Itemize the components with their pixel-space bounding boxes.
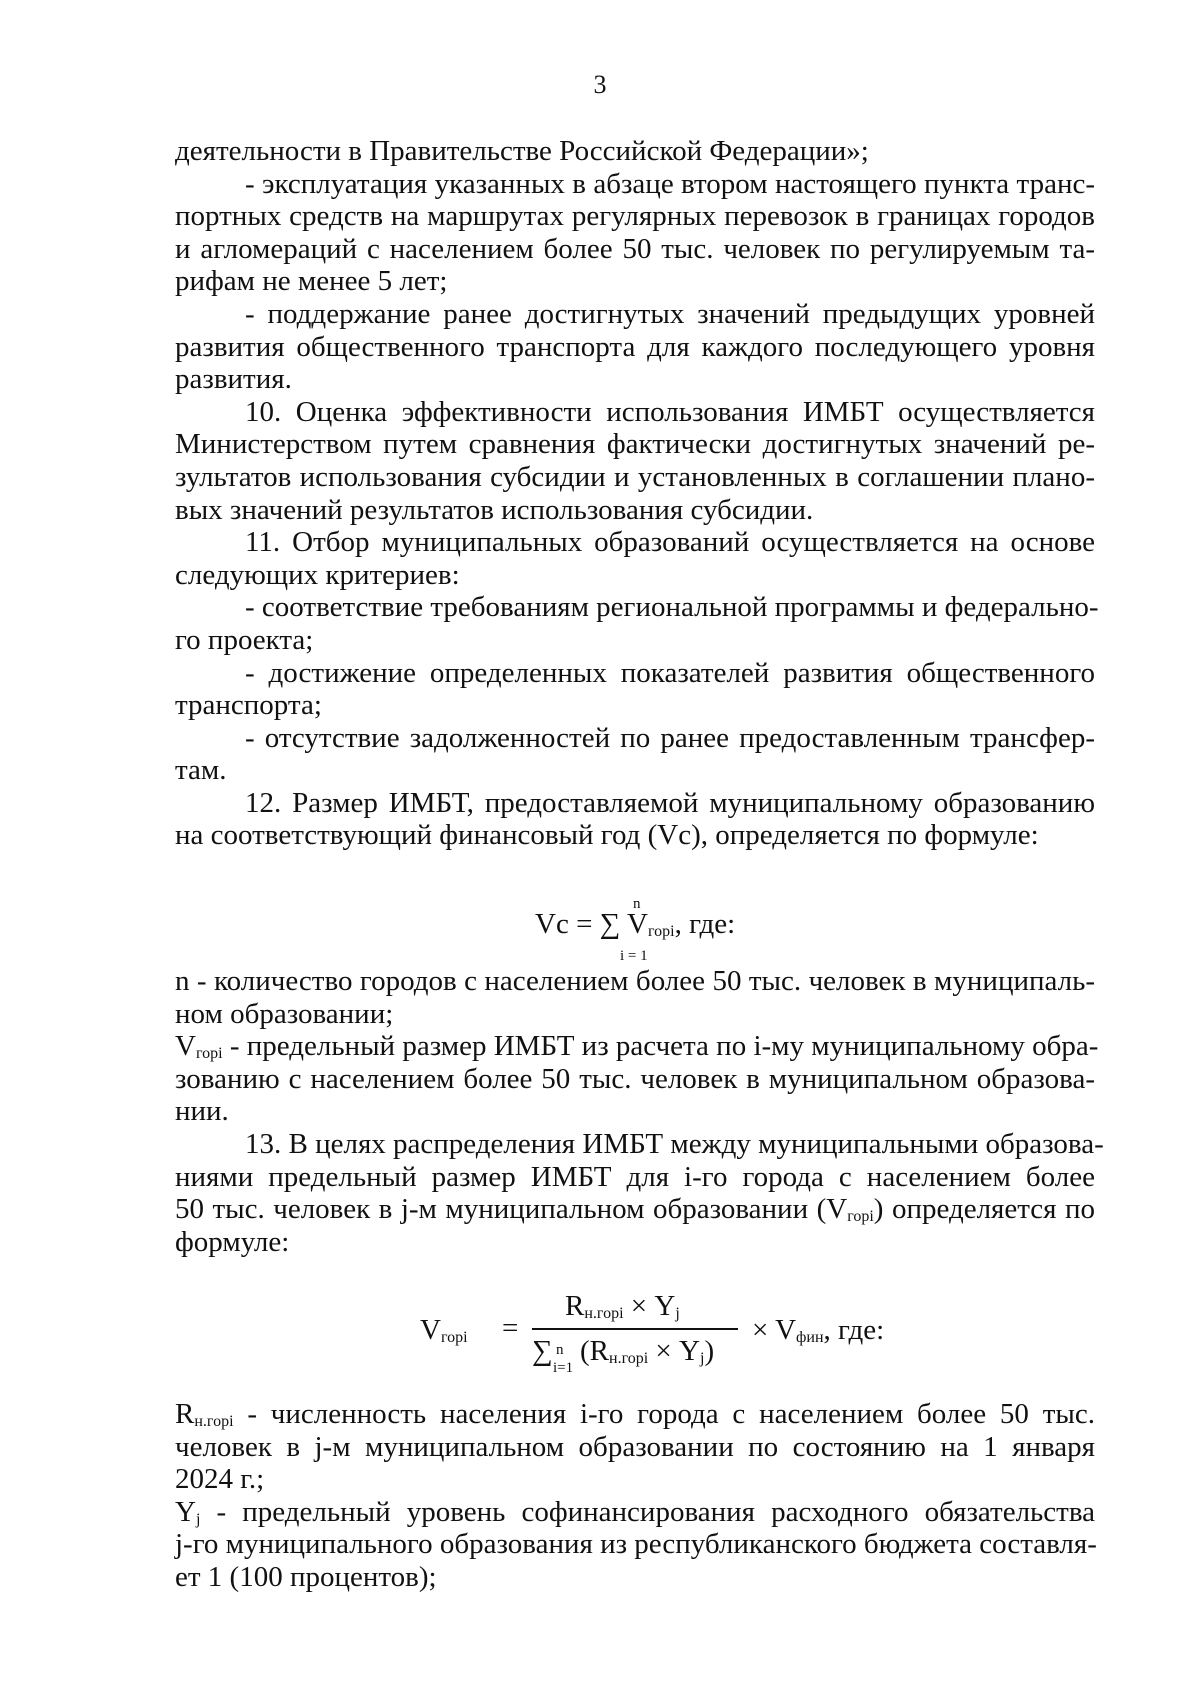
text-line: зованию с населением более 50 тыс. человек в муниципальном образова-	[175, 1062, 1095, 1095]
text-line: 11. Отбор муниципальных образований осуществляется на основе	[245, 526, 1095, 559]
text-line: n - количество городов с населением более 50 тыс. человек в муниципаль-	[175, 965, 1095, 997]
body-text	[175, 135, 1099, 852]
text-line: $Y_j$ - предельный уровень софинансирования расходного обязательства	[175, 1495, 1095, 1528]
formula-vc-upper-limit: n	[633, 896, 641, 912]
text-line: $V_{горі}$ - предельный размер ИМБТ из расчета по i-му муниципальному обра-	[175, 1030, 1099, 1063]
text-line: - эксплуатация указанных в абзаце втором настоящего пункта транс-	[245, 167, 1095, 200]
text-line: следующих критериев:	[175, 558, 460, 591]
body-text-3	[175, 1398, 1095, 1594]
text-line: го проекта;	[175, 623, 314, 656]
text-line: Министерством путем сравнения фактически достигнутых значений ре-	[175, 428, 1095, 461]
text-line: там.	[175, 754, 227, 787]
text-line: нии.	[175, 1095, 229, 1128]
text-line: человек в j-м муниципальном образовании по состоянию на 1 января	[175, 1430, 1095, 1463]
text-line: формуле:	[175, 1225, 290, 1258]
text-line: рифам не менее 5 лет;	[175, 265, 448, 298]
text-line: развития общественного транспорта для каждого последующего уровня	[175, 330, 1095, 363]
text-line: ном образовании;	[175, 997, 394, 1030]
fraction-bar	[532, 1328, 738, 1330]
text-line: ет 1 (100 процентов);	[175, 1560, 437, 1593]
formula-vc-term: $V_{горі}$, где:	[627, 908, 736, 940]
formula-sum-lower: i=1	[553, 1360, 574, 1376]
text-line: транспорта;	[175, 689, 322, 722]
text-line: $R_{н.горі}$ - численность населения i-го города с населением более 50 тыс.	[175, 1398, 1095, 1430]
formula-sum-upper: n	[556, 1342, 564, 1358]
text-line: 2024 г.;	[175, 1463, 265, 1496]
text-line: и агломераций с населением более 50 тыс. человек по регулируемым та-	[175, 232, 1095, 265]
text-line: развития.	[175, 363, 292, 396]
body-text-2	[175, 965, 1104, 1258]
formula-lhs: $V_{горі}$	[420, 1314, 468, 1346]
page-number: 3	[593, 70, 607, 99]
text-line: - соответствие требованиям региональной программы и федерально-	[245, 591, 1099, 624]
text-line: j-го муниципального образования из республиканского бюджета составля-	[175, 1528, 1097, 1561]
text-line: деятельности в Правительстве Российской Федерации»;	[175, 135, 869, 167]
formula-vc-lower-limit: i = 1	[620, 948, 648, 964]
formula-denominator-term: $(R_{н.горі} \times Y_j)$	[580, 1335, 715, 1367]
text-line: ниями предельный размер ИМБТ для i-го города с населением более	[175, 1160, 1095, 1193]
text-line: - достижение определенных показателей развития общественного	[245, 656, 1095, 689]
text-line: 50 тыс. человек в j-м муниципальном образовании $(V_{горі})$ определяется по	[175, 1193, 1095, 1226]
text-line: на соответствующий финансовый год (Vс), определяется по формуле:	[175, 819, 1039, 852]
text-line: 12. Размер ИМБТ, предоставляемой муниципальному образованию	[245, 786, 1095, 819]
text-line: вых значений результатов использования субсидии.	[175, 493, 814, 526]
formula-vc	[0, 888, 1200, 964]
formula-equals: =	[502, 1312, 519, 1344]
formula-vc-lhs: Vс = ∑	[535, 908, 621, 940]
text-line: зультатов использования субсидии и установленных в соглашении плано-	[175, 460, 1095, 493]
formula-numerator: $R_{н.горі} \times Y_j$	[565, 1290, 680, 1322]
text-line: 10. Оценка эффективности использования ИМБТ осуществляется	[245, 395, 1095, 428]
formula-denominator: ∑	[532, 1335, 553, 1367]
formula-rhs: × $V_{фин}$, где:	[752, 1314, 885, 1346]
formula-vgori	[0, 1280, 1200, 1390]
text-line: - поддержание ранее достигнутых значений предыдущих уровней	[245, 297, 1095, 330]
text-line: портных средств на маршрутах регулярных перевозок в границах городов	[175, 200, 1095, 233]
text-line: - отсутствие задолженностей по ранее предоставленным трансфер-	[245, 721, 1095, 754]
text-line: 13. В целях распределения ИМБТ между муниципальными образова-	[245, 1127, 1104, 1160]
